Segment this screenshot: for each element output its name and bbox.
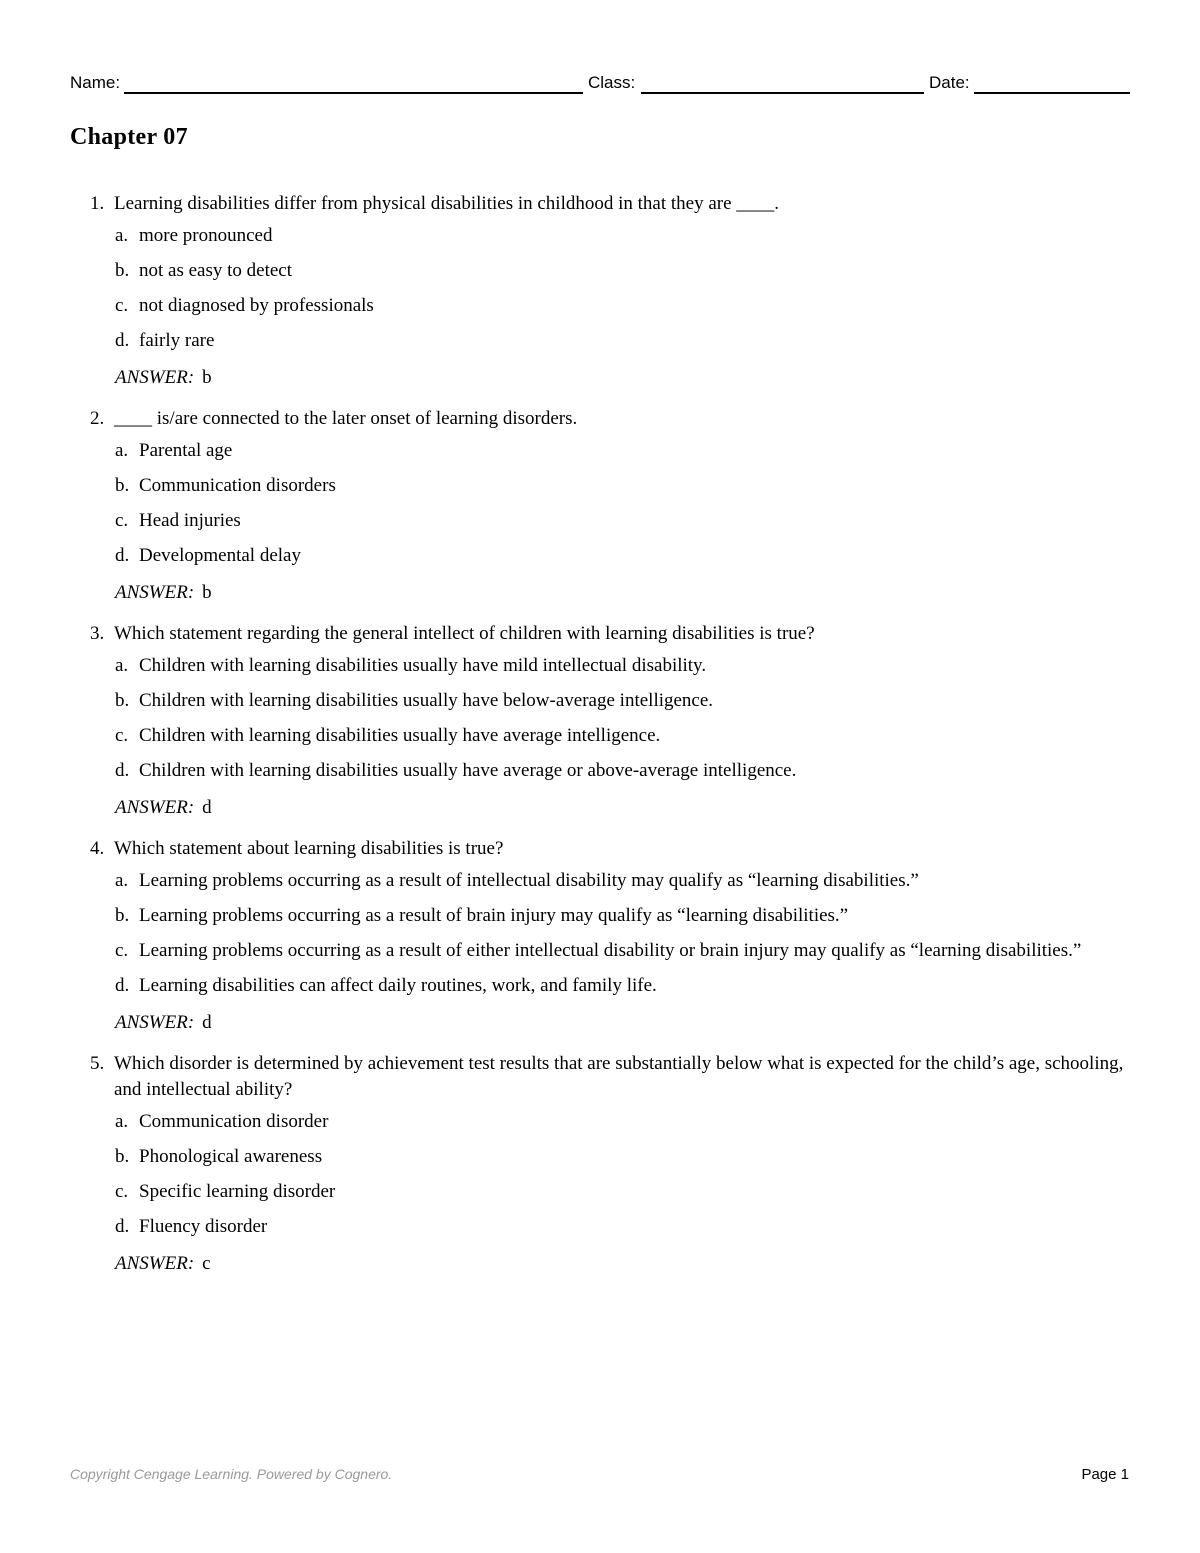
answer-label: ANSWER: [115, 797, 195, 818]
question-stem [0, 621, 1200, 647]
option-letter: a. [115, 655, 129, 676]
question-number: 3. [90, 623, 105, 644]
option-text: not diagnosed by professionals [139, 295, 374, 316]
option-text: Children with learning disabilities usually have mild intellectual disability. [139, 655, 707, 676]
answer-options [0, 1109, 1200, 1240]
question-stem [0, 191, 1200, 217]
option-text: fairly rare [139, 330, 215, 351]
option-text: Learning problems occurring as a result of intellectual disability may qualify as “learning disabilities.” [139, 870, 919, 891]
answer-option [0, 653, 1200, 679]
answer-value: b [202, 367, 212, 388]
answer-key [0, 1010, 1200, 1036]
option-letter: b. [115, 260, 130, 281]
date-label: Date: [929, 73, 970, 92]
question-text: ____ is/are connected to the later onset of learning disorders. [114, 408, 578, 429]
option-letter: a. [115, 440, 129, 461]
question-item [0, 621, 1200, 821]
option-text: Children with learning disabilities usually have below-average intelligence. [139, 690, 714, 711]
option-text: Communication disorder [139, 1111, 329, 1132]
option-text: Children with learning disabilities usually have average intelligence. [139, 725, 661, 746]
copyright-footer: Copyright Cengage Learning. Powered by Cognero. [70, 1466, 393, 1482]
answer-option [0, 938, 1200, 964]
name-label: Name: [70, 73, 121, 92]
question-item [0, 191, 1200, 391]
answer-options [0, 653, 1200, 784]
question-item [0, 836, 1200, 1036]
question-text: Learning disabilities differ from physical disabilities in childhood in that they are ____. [114, 193, 780, 214]
option-letter: a. [115, 225, 129, 246]
answer-value: b [202, 582, 212, 603]
question-number: 2. [90, 408, 105, 429]
answer-option [0, 723, 1200, 749]
option-text: Head injuries [139, 510, 241, 531]
option-text: Fluency disorder [139, 1216, 268, 1237]
answer-option [0, 328, 1200, 354]
option-text: Learning disabilities can affect daily routines, work, and family life. [139, 975, 657, 996]
class-blank-line [641, 92, 924, 94]
answer-option [0, 258, 1200, 284]
answer-option [0, 903, 1200, 929]
answer-value: d [202, 1012, 212, 1033]
option-letter: d. [115, 975, 130, 996]
option-letter: d. [115, 1216, 130, 1237]
question-stem [0, 406, 1200, 432]
date-blank-line [974, 92, 1130, 94]
answer-options [0, 438, 1200, 569]
option-letter: d. [115, 760, 130, 781]
name-blank-line [124, 92, 583, 94]
answer-option [0, 543, 1200, 569]
option-letter: b. [115, 905, 130, 926]
option-text: Phonological awareness [139, 1146, 323, 1167]
option-letter: c. [115, 725, 129, 746]
question-text: Which statement regarding the general intellect of children with learning disabilities is true? [114, 623, 815, 644]
question-item [0, 1051, 1200, 1277]
answer-options [0, 223, 1200, 354]
question-number: 4. [90, 838, 105, 859]
answer-option [0, 293, 1200, 319]
answer-options [0, 868, 1200, 999]
option-letter: b. [115, 690, 130, 711]
option-text: Learning problems occurring as a result of either intellectual disability or brain injury may qualify as “learning disabilities.” [139, 940, 1082, 961]
option-letter: a. [115, 1111, 129, 1132]
answer-label: ANSWER: [115, 1012, 195, 1033]
answer-option [0, 1144, 1200, 1170]
option-text: not as easy to detect [139, 260, 293, 281]
option-letter: a. [115, 870, 129, 891]
question-text: Which disorder is determined by achievement test results that are substantially below what is expected for the child’s age, schooling, and intellectual ability? [114, 1053, 1124, 1100]
answer-option [0, 438, 1200, 464]
option-text: Communication disorders [139, 475, 336, 496]
class-label: Class: [588, 73, 636, 92]
question-stem [0, 1051, 1200, 1103]
answer-option [0, 688, 1200, 714]
answer-option [0, 508, 1200, 534]
answer-value: d [202, 797, 212, 818]
answer-option [0, 1109, 1200, 1135]
answer-label: ANSWER: [115, 582, 195, 603]
option-letter: c. [115, 295, 129, 316]
question-number: 1. [90, 193, 105, 214]
answer-option [0, 1214, 1200, 1240]
answer-option [0, 758, 1200, 784]
option-letter: c. [115, 1181, 129, 1202]
answer-option [0, 1179, 1200, 1205]
answer-key [0, 795, 1200, 821]
option-letter: b. [115, 1146, 130, 1167]
option-letter: d. [115, 545, 130, 566]
option-text: Learning problems occurring as a result of brain injury may qualify as “learning disabilities.” [139, 905, 849, 926]
answer-option [0, 868, 1200, 894]
option-text: Children with learning disabilities usually have average or above-average intelligence. [139, 760, 797, 781]
question-list [0, 191, 1200, 1292]
answer-key [0, 580, 1200, 606]
answer-option [0, 973, 1200, 999]
answer-option [0, 223, 1200, 249]
option-letter: c. [115, 510, 129, 531]
question-item [0, 406, 1200, 606]
answer-value: c [202, 1253, 211, 1274]
answer-key [0, 1251, 1200, 1277]
answer-label: ANSWER: [115, 1253, 195, 1274]
option-text: more pronounced [139, 225, 273, 246]
option-letter: b. [115, 475, 130, 496]
chapter-title: Chapter 07 [70, 124, 188, 150]
answer-label: ANSWER: [115, 367, 195, 388]
page-number: Page 1 [1081, 1466, 1129, 1483]
question-number: 5. [90, 1053, 105, 1074]
question-text: Which statement about learning disabilities is true? [114, 838, 504, 859]
option-letter: c. [115, 940, 129, 961]
student-info-header [70, 72, 1130, 98]
option-text: Developmental delay [139, 545, 301, 566]
option-letter: d. [115, 330, 130, 351]
answer-option [0, 473, 1200, 499]
option-text: Parental age [139, 440, 233, 461]
answer-key [0, 365, 1200, 391]
option-text: Specific learning disorder [139, 1181, 336, 1202]
question-stem [0, 836, 1200, 862]
